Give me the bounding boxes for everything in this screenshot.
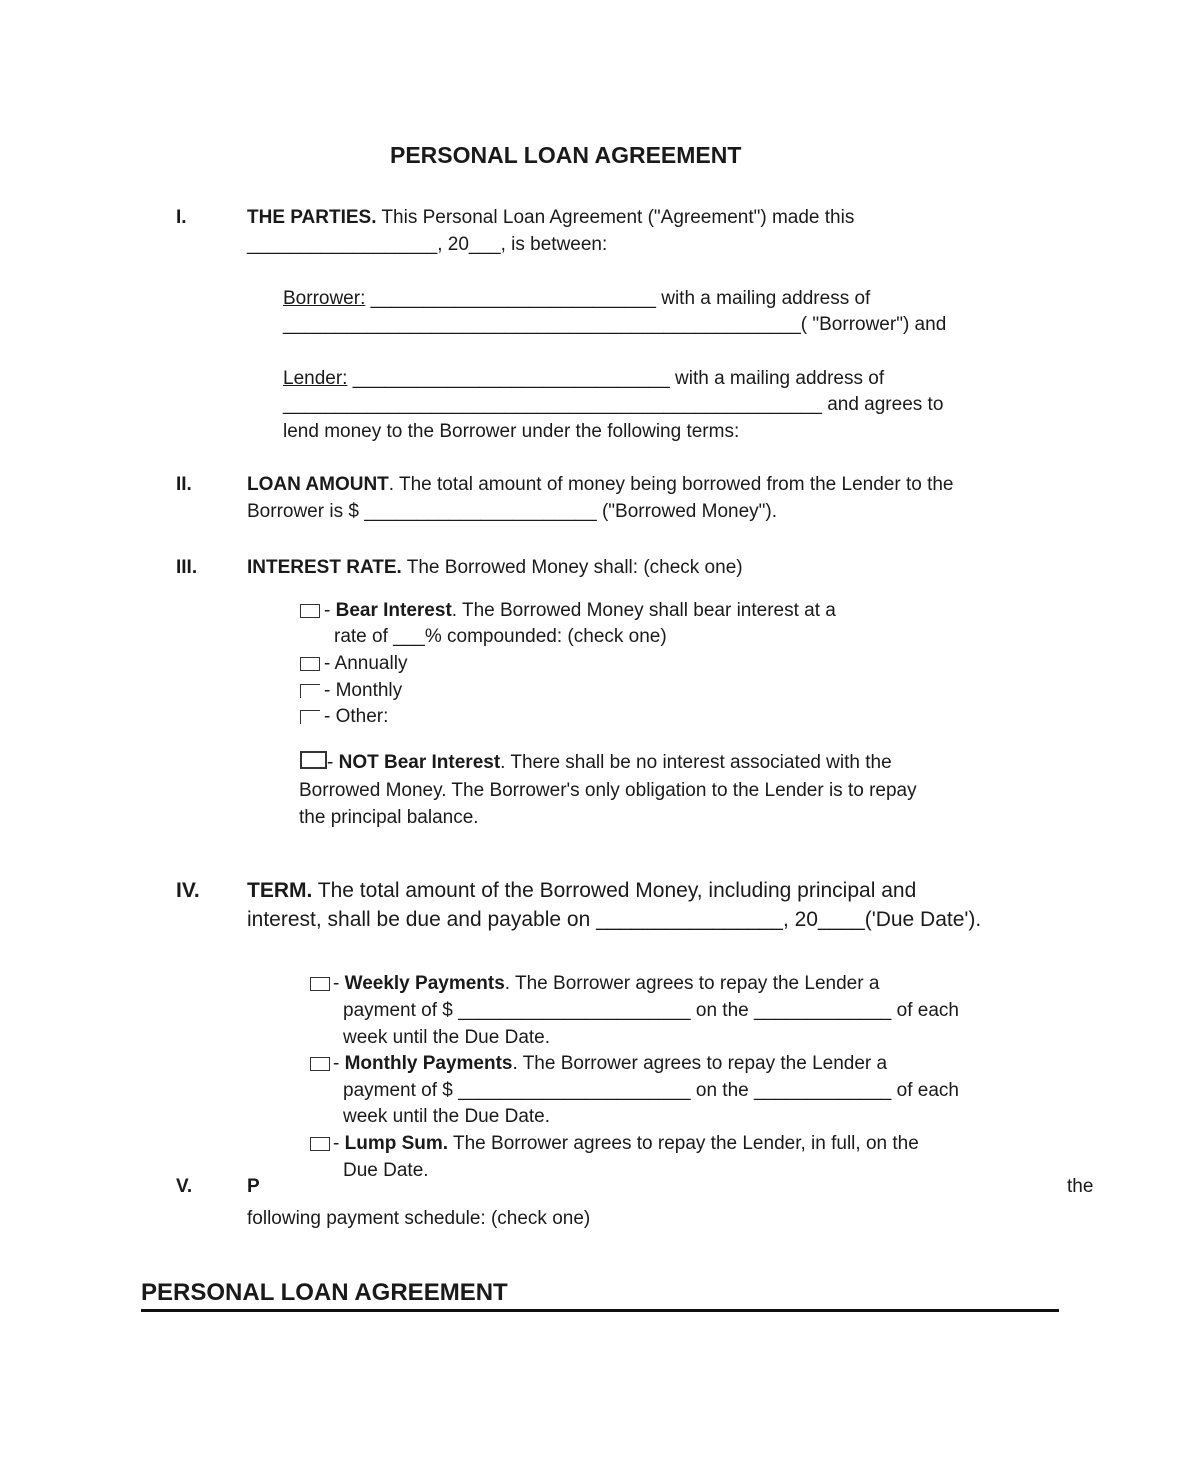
borrower-address-line: _________________________________________________( "Borrower") and	[283, 314, 947, 335]
document-title: PERSONAL LOAN AGREEMENT	[390, 142, 742, 168]
loan-amount-blank-line: Borrower is $ ______________________ ("Borrowed Money").	[247, 501, 777, 522]
monthly-option: - Monthly	[324, 680, 403, 701]
bear-interest-text: . The Borrowed Money shall bear interest at a	[451, 600, 836, 621]
other-checkbox[interactable]	[300, 710, 320, 724]
borrower-name-blank: ___________________________ with a mailing address of	[365, 288, 871, 309]
section-interest-line-1	[247, 554, 743, 581]
section-loan-amount-line-1	[247, 471, 954, 498]
section-5-schedule-line: following payment schedule: (check one)	[247, 1208, 591, 1229]
footer-title: PERSONAL LOAN AGREEMENT	[141, 1279, 508, 1306]
term-intro-text: The total amount of the Borrowed Money, including principal and	[312, 879, 917, 902]
monthly-payments-text: . The Borrower agrees to repay the Lender a	[512, 1053, 888, 1074]
weekly-payments-line-2: payment of $ ______________________ on the _____________ of each	[343, 1000, 959, 1021]
section-term-line-1	[247, 876, 916, 905]
section-number-1: I.	[176, 207, 187, 228]
weekly-payments-line-3: week until the Due Date.	[343, 1027, 551, 1048]
lump-sum-line-2: Due Date.	[343, 1160, 429, 1181]
monthly-payments-line-3: week until the Due Date.	[343, 1106, 551, 1127]
lender-address-line: ___________________________________________________ and agrees to	[283, 394, 944, 415]
lump-sum-label: Lump Sum.	[344, 1133, 449, 1154]
interest-intro-text: The Borrowed Money shall: (check one)	[401, 557, 743, 578]
annually-option: - Annually	[324, 653, 408, 674]
section-5-right-word: the	[1067, 1176, 1094, 1197]
section-heading-interest-rate: INTEREST RATE.	[247, 557, 402, 578]
weekly-payments-dash: -	[333, 973, 345, 994]
not-bear-interest-text: . There shall be no interest associated with the	[500, 752, 892, 773]
parties-date-line: __________________, 20___, is between:	[247, 234, 608, 255]
weekly-payments-text: . The Borrower agrees to repay the Lender a	[504, 973, 880, 994]
lender-label: Lender:	[283, 368, 348, 389]
monthly-payments-label: Monthly Payments	[344, 1053, 513, 1074]
not-bear-interest-dash: -	[327, 752, 339, 773]
lump-sum-line-1	[333, 1130, 919, 1157]
loan-amount-text: . The total amount of money being borrowed from the Lender to the	[388, 474, 954, 495]
weekly-payments-checkbox[interactable]	[310, 977, 330, 991]
section-parties-line-1	[247, 204, 854, 231]
section-number-2: II.	[176, 474, 192, 495]
section-number-4: IV.	[176, 879, 200, 902]
weekly-payments-line-1	[333, 970, 879, 997]
lump-sum-text: The Borrower agrees to repay the Lender, in full, on the	[448, 1133, 919, 1154]
monthly-payments-line-2: payment of $ ______________________ on the _____________ of each	[343, 1080, 959, 1101]
monthly-checkbox[interactable]	[300, 684, 320, 698]
section-number-5: V.	[176, 1176, 193, 1197]
weekly-payments-label: Weekly Payments	[344, 973, 505, 994]
parties-intro-text: This Personal Loan Agreement ("Agreement") made this	[376, 207, 855, 228]
lender-line-1	[283, 365, 884, 392]
not-bear-interest-line-2: Borrowed Money. The Borrower's only obligation to the Lender is to repay	[299, 780, 917, 801]
not-bear-interest-checkbox[interactable]	[300, 751, 327, 769]
term-due-date-line: interest, shall be due and payable on ________________, 20____('Due Date').	[247, 908, 982, 931]
bear-interest-line-1	[324, 597, 836, 624]
lump-sum-checkbox[interactable]	[310, 1137, 330, 1151]
lender-name-blank: ______________________________ with a mailing address of	[347, 368, 885, 389]
bear-interest-dash: -	[324, 600, 336, 621]
bear-interest-checkbox[interactable]	[300, 604, 320, 618]
section-number-3: III.	[176, 557, 198, 578]
borrower-line-1	[283, 285, 870, 312]
lump-sum-dash: -	[333, 1133, 345, 1154]
bear-interest-label: Bear Interest	[335, 600, 452, 621]
section-heading-parties: THE PARTIES.	[247, 207, 377, 228]
not-bear-interest-label: NOT Bear Interest	[338, 752, 501, 773]
section-heading-term: TERM.	[247, 879, 313, 902]
not-bear-interest-line-3: the principal balance.	[299, 807, 479, 828]
lender-terms-line: lend money to the Borrower under the following terms:	[283, 421, 740, 442]
monthly-payments-line-1	[333, 1050, 887, 1077]
monthly-payments-dash: -	[333, 1053, 345, 1074]
bear-interest-rate-line: rate of ___% compounded: (check one)	[334, 626, 667, 647]
not-bear-interest-line-1	[327, 749, 892, 776]
annually-checkbox[interactable]	[300, 657, 320, 671]
other-option: - Other:	[324, 706, 389, 727]
footer-divider	[141, 1309, 1059, 1312]
section-heading-loan-amount: LOAN AMOUNT	[247, 474, 389, 495]
section-5-heading-letter: P	[247, 1176, 260, 1197]
monthly-payments-checkbox[interactable]	[310, 1057, 330, 1071]
borrower-label: Borrower:	[283, 288, 366, 309]
